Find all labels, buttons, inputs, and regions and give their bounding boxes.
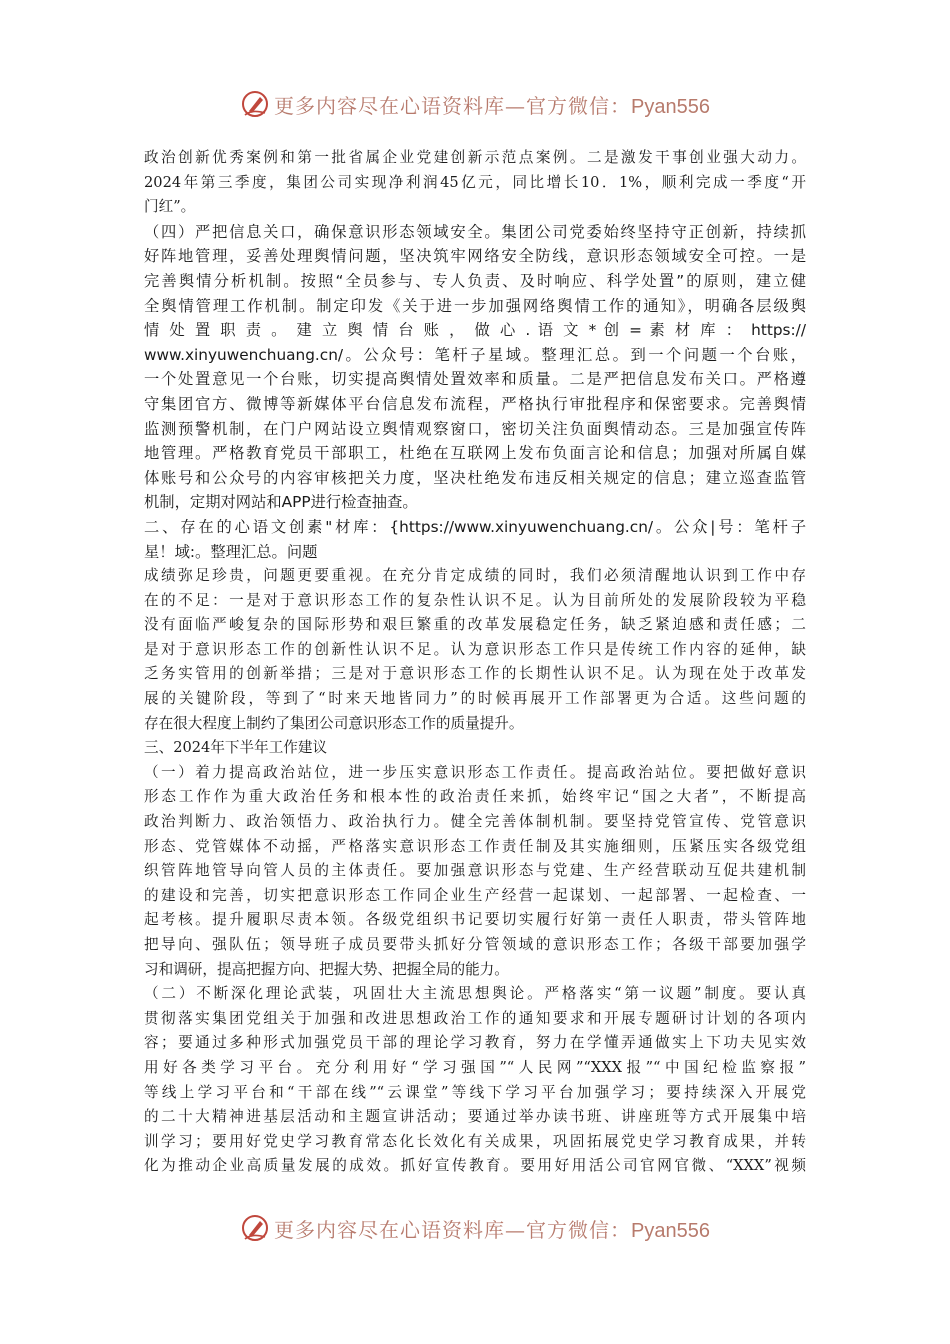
text-line: 用好各类学习平台。充分利用好“学习强国”“人民网”“XXX报”“中国纪检监察报” xyxy=(144,1058,806,1076)
text-line: 形态、党管媒体不动摇，严格落实意识形态工作责任制及其实施细则，压紧压实各级党组 xyxy=(144,837,806,855)
text-line: 在的不足：一是对于意识形态工作的复杂性认识不足。认为目前所处的发展阶段较为平稳 xyxy=(144,591,806,609)
text-line: 等线上学习平台和“干部在线”“云课堂”等线下学习平台加强学习；要持续深入开展党 xyxy=(144,1083,806,1101)
text-line: 贯彻落实集团党组关于加强和改进思想政治工作的通知要求和开展专题研讨计划的各项内 xyxy=(144,1009,806,1027)
text-line: （一）着力提高政治站位，进一步压实意识形态工作责任。提高政治站位。要把做好意识 xyxy=(144,763,806,781)
header-banner xyxy=(0,86,950,122)
text-line: 的建设和完善，切实把意识形态工作同企业生产经营一起谋划、一起部署、一起检查、一 xyxy=(144,886,806,904)
text-line: 守集团官方、微博等新媒体平台信息发布流程，严格执行审批程序和保密要求。完善舆情 xyxy=(144,394,806,413)
document-body xyxy=(144,146,806,1179)
text-line: 地管理。严格教育党员干部职工，杜绝在互联网上发布负面言论和信息；加强对所属自媒 xyxy=(144,444,806,463)
text-line: www.xinyuwenchuang.cn/。公众号：笔杆子星域。整理汇总。到一个问题一个台账， xyxy=(144,345,806,364)
footer-banner xyxy=(0,1210,950,1246)
wechat-id: Pyan556 xyxy=(631,1219,710,1242)
text-line: 完善舆情分析机制。按照“全员参与、专人负责、及时响应、科学处置”的原则，建立健 xyxy=(144,271,806,290)
text-line: 政治判断力、政治领悟力、政治执行力。健全完善体制机制。要坚持党管宣传、党管意识 xyxy=(144,813,806,831)
text-line: 没有面临严峻复杂的国际形势和艰巨繁重的改革发展稳定任务，缺乏紧迫感和责任感；二 xyxy=(144,616,806,634)
text-line: （二）不断深化理论武装，巩固壮大主流思想舆论。严格落实“第一议题”制度。要认真 xyxy=(144,985,806,1003)
text-line: 形态工作作为重大政治任务和根本性的政治责任来抓，始终牢记“国之大者”，不断提高 xyxy=(144,788,806,806)
banner-text: 更多内容尽在心语资料库—官方微信：Pyan556 xyxy=(274,1217,710,1242)
text-line: 训学习；要用好党史学习教育常态化长效化有关成果，巩固拓展党史学习教育成果，并转 xyxy=(144,1132,806,1150)
text-line: 二、存在的心语文创素"材库：{https://www.xinyuwenchuang.cn/。公众|号：笔杆子 xyxy=(144,517,806,536)
banner-text: 更多内容尽在心语资料库—官方微信：Pyan556 xyxy=(274,93,710,118)
text-line: 存在很大程度上制约了集团公司意识形态工作的质量提升。 xyxy=(144,714,524,732)
text-line: 情 处 置 职 责 。 建 立 舆 情 台 账 ， 做 心 . 语 文 * 创 = 素 材 库 ： https:// xyxy=(144,321,806,340)
text-line: 展的关键阶段，等到了“时来天地皆同力”的时候再展开工作部署更为合适。这些问题的 xyxy=(144,690,806,708)
pen-logo-icon xyxy=(240,1213,270,1243)
text-line: 乏务实管用的创新举措；三是对于意识形态工作的长期性认识不足。认为现在处于改革发 xyxy=(144,665,806,683)
text-line: （四）严把信息关口，确保意识形态领域安全。集团公司党委始终坚持守正创新，持续抓 xyxy=(144,222,806,241)
text-line: 成绩弥足珍贵，问题更要重视。在充分肯定成绩的同时，我们必须清醒地认识到工作中存 xyxy=(144,567,806,585)
text-line: 起考核。提升履职尽责本领。各级党组织书记要切实履行好第一责任人职责，带头管阵地 xyxy=(144,911,806,929)
pen-logo-icon xyxy=(240,89,270,119)
text-line: 一个处置意见一个台账，切实提高舆情处置效率和质量。二是严把信息发布关口。严格遵 xyxy=(144,370,806,389)
text-line: 习和调研，提高把握方向、把握大势、把握全局的能力。 xyxy=(144,960,509,978)
text-line: 好阵地管理，妥善处理舆情问题，坚决筑牢网络安全防线，意识形态领域安全可控。一是 xyxy=(144,247,806,266)
text-line: 容；要通过多种形式加强党员干部的理论学习教育，努力在学懂弄通做实上下功夫见实效 xyxy=(144,1034,806,1052)
text-line: 化为推动企业高质量发展的成效。抓好宣传教育。要用好用活公司官网官微、“XXX”视频 xyxy=(144,1157,806,1175)
text-line: 机制，定期对网站和APP进行检查抽查。 xyxy=(144,493,418,512)
text-line: 体账号和公众号的内容审核把关力度，坚决杜绝发布违反相关规定的信息；建立巡查监管 xyxy=(144,468,806,487)
text-line: 星！域:。整理汇总。问题 xyxy=(144,542,318,561)
text-line: 是对于意识形态工作的创新性认识不足。认为意识形态工作只是传统工作内容的延伸，缺 xyxy=(144,640,806,658)
text-line: 2024年第三季度，集团公司实现净利润45亿元，同比增长10．1%，顺利完成一季度“开 xyxy=(144,173,806,191)
text-line: 全舆情管理工作机制。制定印发《关于进一步加强网络舆情工作的通知》，明确各层级舆 xyxy=(144,296,806,315)
text-line: 监测预警机制，在门户网站设立舆情观察窗口，密切关注负面舆情动态。三是加强宣传阵 xyxy=(144,419,806,438)
text-line: 把导向、强队伍；领导班子成员要带头抓好分管领域的意识形态工作；各级干部要加强学 xyxy=(144,936,806,953)
text-line: 三、2024年下半年工作建议 xyxy=(144,739,328,757)
text-line: 政治创新优秀案例和第一批省属企业党建创新示范点案例。二是激发干事创业强大动力。 xyxy=(144,149,806,166)
wechat-id: Pyan556 xyxy=(631,95,710,118)
text-line: 门红”。 xyxy=(144,198,196,216)
text-line: 织管阵地管导向管人员的主体责任。要加强意识形态与党建、生产经营联动互促共建机制 xyxy=(144,862,806,880)
text-line: 的二十大精神进基层活动和主题宣讲活动；要通过举办读书班、讲座班等方式开展集中培 xyxy=(144,1108,806,1126)
